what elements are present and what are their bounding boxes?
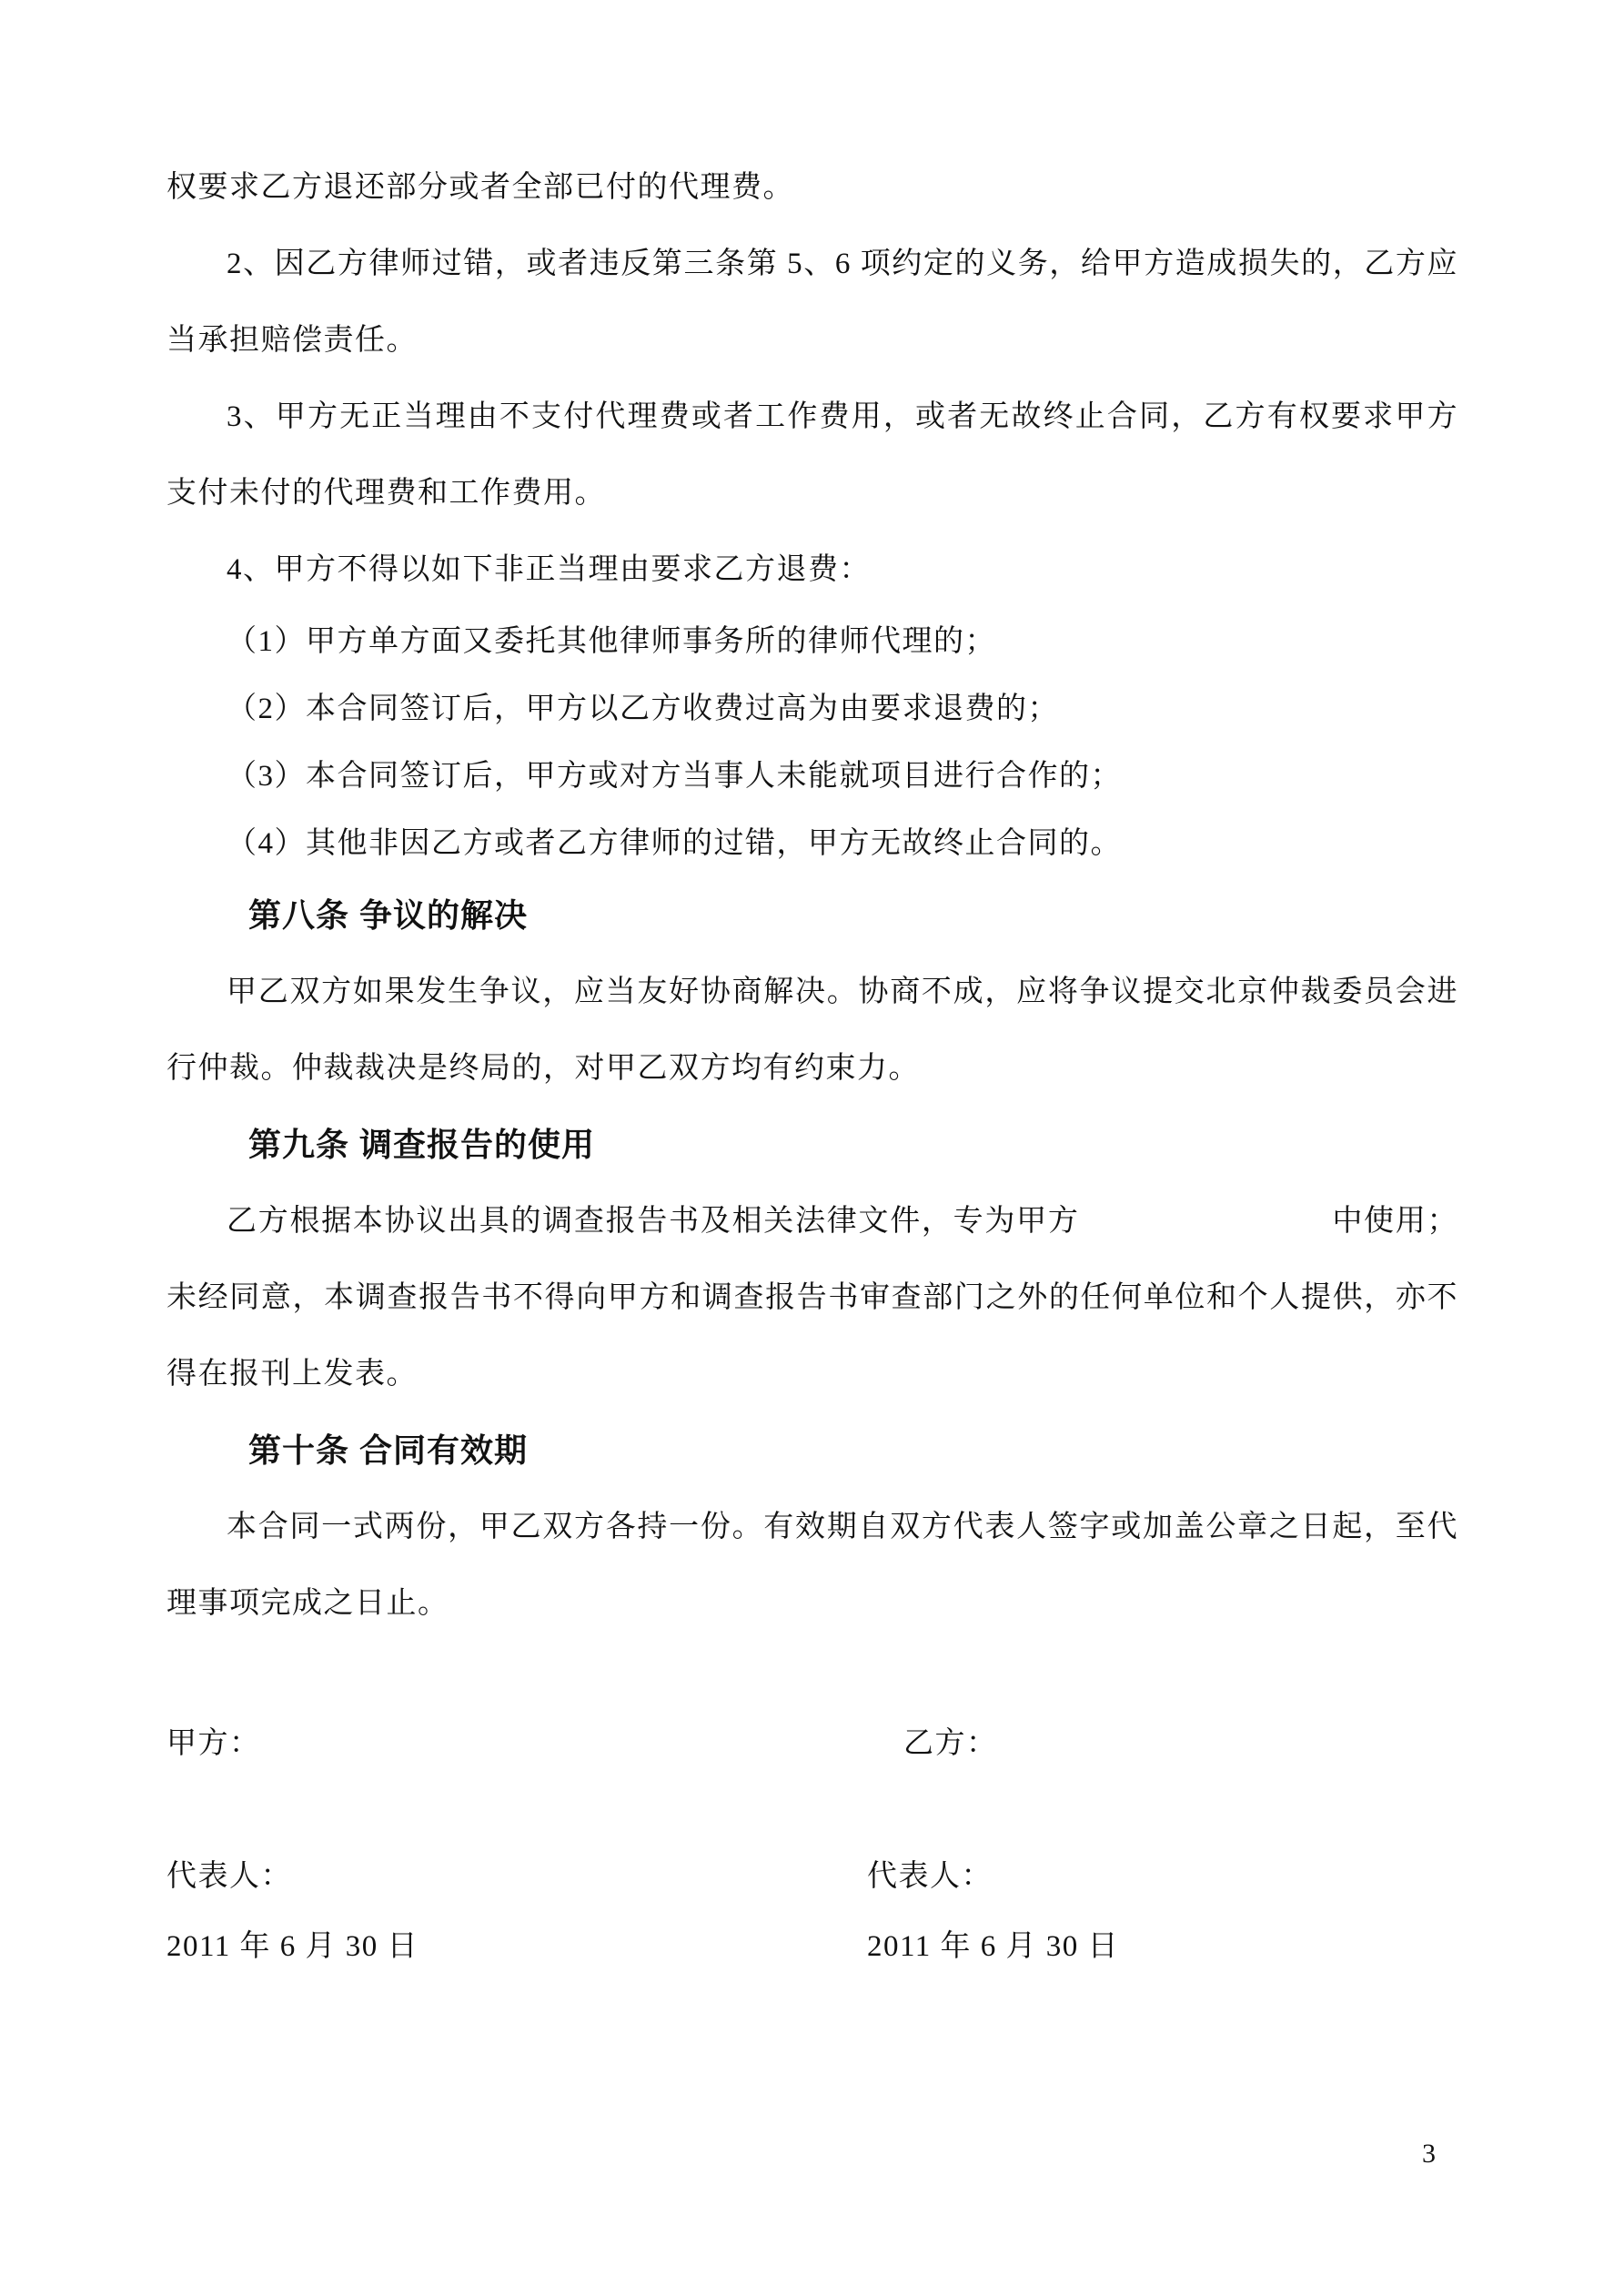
paragraph-article-9-body: 乙方根据本协议出具的调查报告书及相关法律文件，专为甲方 中使用；未经同意，本调查报告书不得向甲方和调查报告书审查部门之外的任何单位和个人提供，亦不得在报刊上发表。 [166,1205,1458,1391]
paragraph-clause-2: 2、因乙方律师过错，或者违反第三条第 5、6 项约定的义务，给甲方造成损失的，乙方应当承担赔偿责任。 [166,248,1458,357]
signature-block [166,1705,1458,1978]
list-item-3: （3）本合同签订后，甲方或对方当事人未能就项目进行合作的； [227,760,1122,793]
list-item-2: （2）本合同签订后，甲方以乙方收费过高为由要求退费的； [227,693,1059,725]
paragraph-article-10-body: 本合同一式两份，甲乙双方各持一份。有效期自双方代表人签字或加盖公章之日起，至代理事项完成之日止。 [166,1511,1458,1620]
paragraph-article-8-body: 甲乙双方如果发生争议，应当友好协商解决。协商不成，应将争议提交北京仲裁委员会进行仲裁。仲裁裁决是终局的，对甲乙双方均有约束力。 [166,976,1458,1085]
list-item-4: （4）其他非因乙方或者乙方律师的过错，甲方无故终止合同的。 [227,827,1122,860]
party-a-label: 甲方： [166,1727,261,1760]
section-heading-article-9: 第九条 调查报告的使用 [248,1126,596,1163]
section-heading-article-10: 第十条 合同有效期 [248,1431,529,1469]
representative-b-label: 代表人： [867,1860,993,1893]
signature-date-row [166,1915,1458,1978]
paragraph-continuation: 权要求乙方退还部分或者全部已付的代理费。 [166,171,794,204]
signature-party-row [166,1705,1458,1782]
paragraph-clause-4: 4、甲方不得以如下非正当理由要求乙方退费： [227,553,871,586]
party-b-label: 乙方： [903,1727,998,1760]
paragraph-clause-3: 3、甲方无正当理由不支付代理费或者工作费用，或者无故终止合同，乙方有权要求甲方支付未付的代理费和工作费用。 [166,400,1458,510]
list-item-1: （1）甲方单方面又委托其他律师事务所的律师代理的； [227,625,996,658]
representative-a-label: 代表人： [166,1860,292,1893]
signature-representative-row [166,1838,1458,1915]
date-a: 2011 年 6 月 30 日 [166,1930,419,1963]
contract-body [166,149,1458,1978]
section-heading-article-8: 第八条 争议的解决 [248,896,529,934]
date-b: 2011 年 6 月 30 日 [867,1930,1120,1963]
page-number: 3 [1422,2139,1436,2169]
